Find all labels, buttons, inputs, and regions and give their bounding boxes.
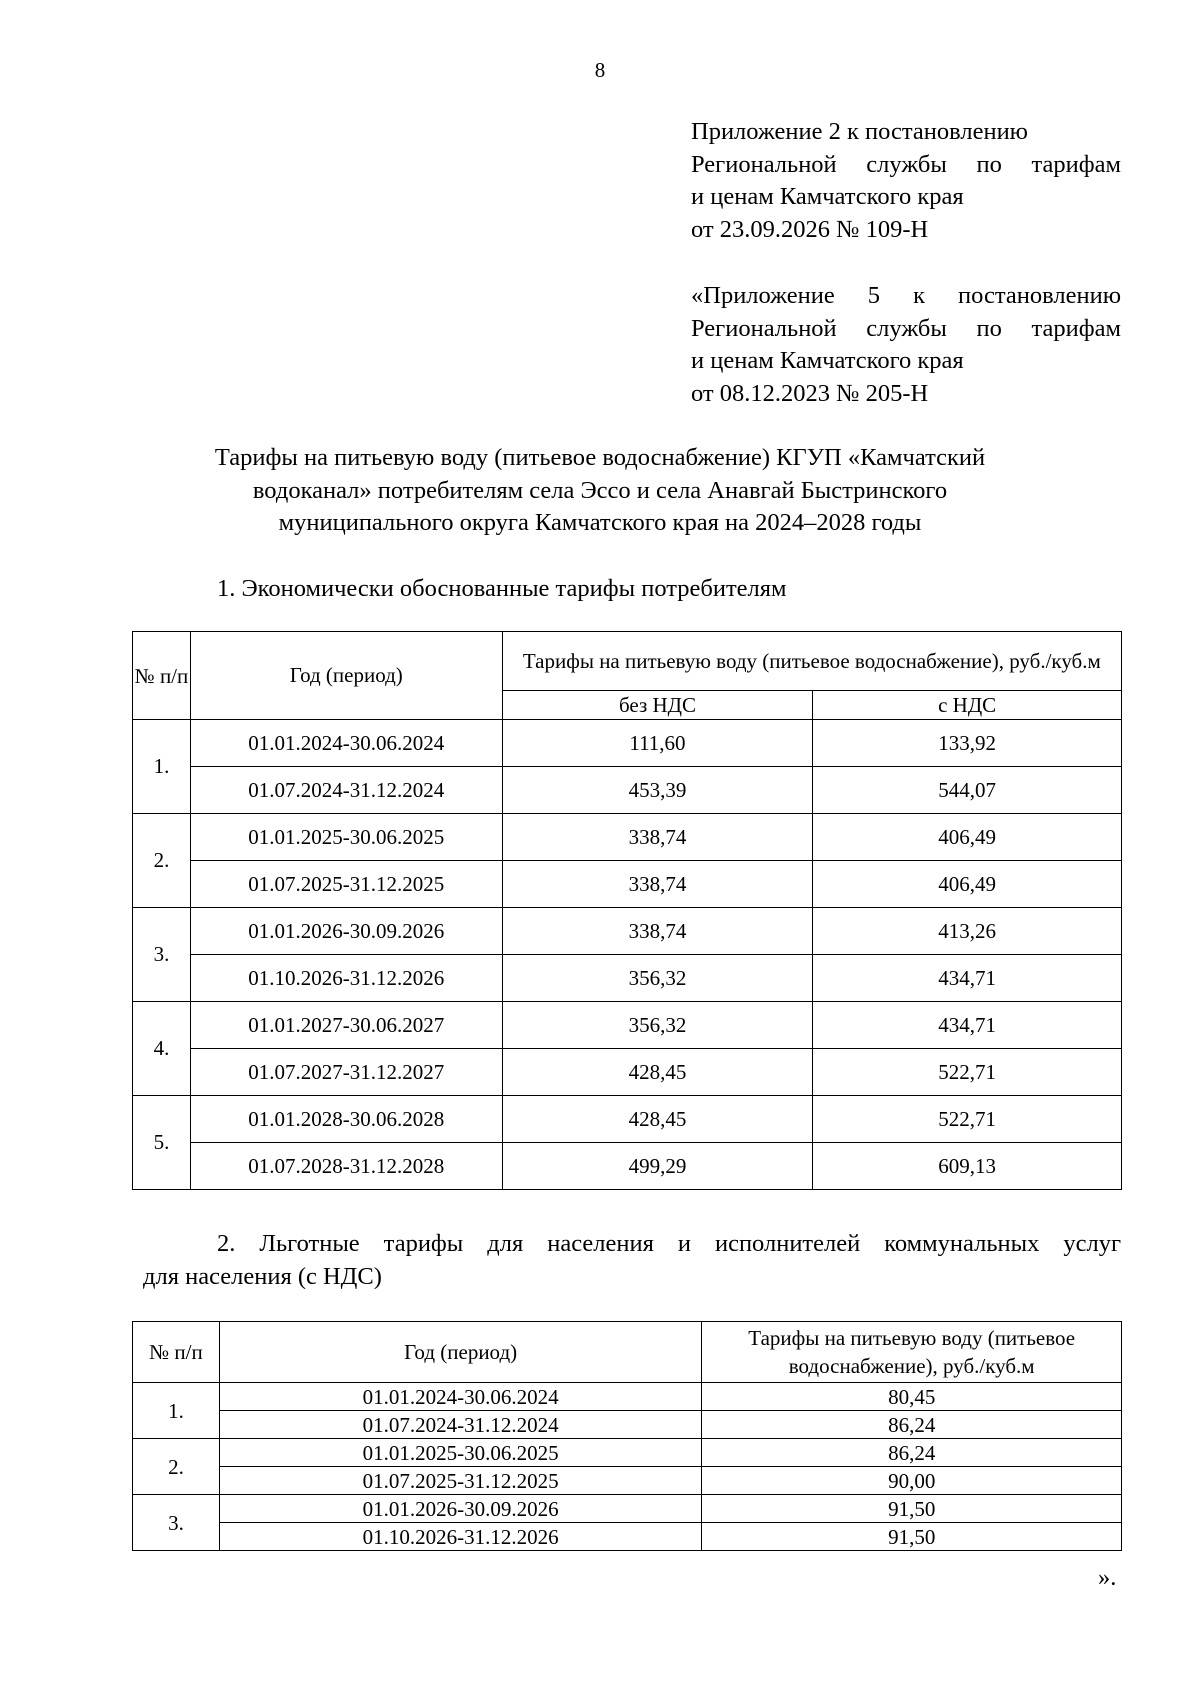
period-cell: 01.10.2026-31.12.2026 bbox=[190, 955, 502, 1002]
appendix-line: Региональной службы по тарифам bbox=[691, 314, 1121, 342]
table-row bbox=[133, 1096, 1122, 1143]
title-line: водоканал» потребителям села Эссо и села Анавгай Быстринского bbox=[252, 476, 948, 504]
header-tariff-line: водоснабжение), руб./куб.м bbox=[788, 1354, 1035, 1378]
table-row bbox=[133, 908, 1122, 955]
header-number: № п/п bbox=[133, 632, 191, 720]
tariff-with-vat-cell: 522,71 bbox=[813, 1096, 1122, 1143]
tariff-without-vat-cell: 428,45 bbox=[502, 1049, 813, 1096]
period-cell: 01.07.2027-31.12.2027 bbox=[190, 1049, 502, 1096]
period-cell: 01.07.2025-31.12.2025 bbox=[190, 861, 502, 908]
tariff-with-vat-cell: 544,07 bbox=[813, 767, 1122, 814]
table-row bbox=[133, 1383, 1122, 1411]
appendix-reference-original bbox=[691, 280, 1121, 410]
tariff-with-vat-cell: 413,26 bbox=[813, 908, 1122, 955]
tariff-without-vat-cell: 338,74 bbox=[502, 861, 813, 908]
table-row bbox=[133, 861, 1122, 908]
table-row bbox=[133, 1411, 1122, 1439]
title-line: Тарифы на питьевую воду (питьевое водоснабжение) КГУП «Камчатский bbox=[214, 444, 986, 471]
section-2-heading-line: 2. Льготные тарифы для населения и исполнителей коммунальных услуг bbox=[217, 1230, 1121, 1257]
appendix-line: и ценам Камчатского края bbox=[691, 183, 964, 210]
tariff-cell: 86,24 bbox=[702, 1439, 1122, 1467]
header-period: Год (период) bbox=[219, 1322, 701, 1383]
header-period: Год (период) bbox=[190, 632, 502, 720]
tariff-without-vat-cell: 356,32 bbox=[502, 955, 813, 1002]
document-title bbox=[150, 442, 1050, 540]
period-cell: 01.01.2024-30.06.2024 bbox=[219, 1383, 701, 1411]
table-row bbox=[133, 1495, 1122, 1523]
row-number: 3. bbox=[133, 1495, 220, 1551]
period-cell: 01.07.2028-31.12.2028 bbox=[190, 1143, 502, 1190]
table-row bbox=[133, 1439, 1122, 1467]
section-2-heading-line: для населения (с НДС) bbox=[143, 1262, 382, 1290]
preferential-tariffs-table bbox=[132, 1321, 1122, 1551]
row-number: 1. bbox=[133, 1383, 220, 1439]
period-cell: 01.01.2027-30.06.2027 bbox=[190, 1002, 502, 1049]
table-row bbox=[133, 1049, 1122, 1096]
appendix-reference-current bbox=[691, 116, 1121, 246]
tariff-cell: 91,50 bbox=[702, 1523, 1122, 1551]
tariff-cell: 86,24 bbox=[702, 1411, 1122, 1439]
economic-tariffs-table bbox=[132, 631, 1122, 1190]
appendix-line: от 23.09.2026 № 109-Н bbox=[691, 215, 929, 243]
period-cell: 01.07.2024-31.12.2024 bbox=[190, 767, 502, 814]
row-number: 5. bbox=[133, 1096, 191, 1190]
tariff-with-vat-cell: 609,13 bbox=[813, 1143, 1122, 1190]
tariff-with-vat-cell: 522,71 bbox=[813, 1049, 1122, 1096]
appendix-line: Приложение 2 к постановлению bbox=[691, 118, 1028, 145]
header-with-vat: с НДС bbox=[813, 691, 1122, 720]
tariff-cell: 91,50 bbox=[702, 1495, 1122, 1523]
tariff-with-vat-cell: 406,49 bbox=[813, 861, 1122, 908]
tariff-with-vat-cell: 434,71 bbox=[813, 1002, 1122, 1049]
period-cell: 01.01.2026-30.09.2026 bbox=[190, 908, 502, 955]
period-cell: 01.01.2024-30.06.2024 bbox=[190, 720, 502, 767]
tariff-with-vat-cell: 133,92 bbox=[813, 720, 1122, 767]
table-row bbox=[133, 1002, 1122, 1049]
appendix-line: от 08.12.2023 № 205-Н bbox=[691, 379, 929, 407]
table-row bbox=[133, 1467, 1122, 1495]
tariff-without-vat-cell: 356,32 bbox=[502, 1002, 813, 1049]
period-cell: 01.07.2024-31.12.2024 bbox=[219, 1411, 701, 1439]
header-without-vat: без НДС bbox=[502, 691, 813, 720]
row-number: 4. bbox=[133, 1002, 191, 1096]
table-row bbox=[133, 1523, 1122, 1551]
tariff-with-vat-cell: 406,49 bbox=[813, 814, 1122, 861]
tariff-without-vat-cell: 428,45 bbox=[502, 1096, 813, 1143]
row-number: 2. bbox=[133, 1439, 220, 1495]
period-cell: 01.01.2026-30.09.2026 bbox=[219, 1495, 701, 1523]
closing-quote-mark: ». bbox=[1098, 1564, 1117, 1591]
tariff-without-vat-cell: 338,74 bbox=[502, 908, 813, 955]
row-number: 2. bbox=[133, 814, 191, 908]
appendix-line: «Приложение 5 к постановлению bbox=[691, 282, 1121, 309]
table-row bbox=[133, 720, 1122, 767]
appendix-line: Региональной службы по тарифам bbox=[691, 150, 1121, 178]
period-cell: 01.01.2025-30.06.2025 bbox=[190, 814, 502, 861]
section-2-heading bbox=[143, 1228, 1121, 1293]
section-1-heading: 1. Экономически обоснованные тарифы потребителям bbox=[217, 575, 787, 602]
tariff-without-vat-cell: 499,29 bbox=[502, 1143, 813, 1190]
tariff-without-vat-cell: 338,74 bbox=[502, 814, 813, 861]
page-number: 8 bbox=[594, 58, 606, 82]
table-row bbox=[133, 767, 1122, 814]
period-cell: 01.01.2025-30.06.2025 bbox=[219, 1439, 701, 1467]
appendix-line: и ценам Камчатского края bbox=[691, 347, 964, 374]
row-number: 1. bbox=[133, 720, 191, 814]
period-cell: 01.01.2028-30.06.2028 bbox=[190, 1096, 502, 1143]
header-number: № п/п bbox=[133, 1322, 220, 1383]
row-number: 3. bbox=[133, 908, 191, 1002]
table-row bbox=[133, 955, 1122, 1002]
header-tariff bbox=[702, 1322, 1122, 1383]
table-row bbox=[133, 814, 1122, 861]
tariff-without-vat-cell: 453,39 bbox=[502, 767, 813, 814]
title-line: муниципального округа Камчатского края на 2024–2028 годы bbox=[278, 509, 922, 536]
tariff-cell: 80,45 bbox=[702, 1383, 1122, 1411]
header-tariff: Тарифы на питьевую воду (питьевое водоснабжение), руб./куб.м bbox=[502, 632, 1121, 691]
tariff-without-vat-cell: 111,60 bbox=[502, 720, 813, 767]
header-tariff-line: Тарифы на питьевую воду (питьевое bbox=[748, 1326, 1076, 1350]
period-cell: 01.07.2025-31.12.2025 bbox=[219, 1467, 701, 1495]
tariff-with-vat-cell: 434,71 bbox=[813, 955, 1122, 1002]
period-cell: 01.10.2026-31.12.2026 bbox=[219, 1523, 701, 1551]
tariff-cell: 90,00 bbox=[702, 1467, 1122, 1495]
table-row bbox=[133, 1143, 1122, 1190]
